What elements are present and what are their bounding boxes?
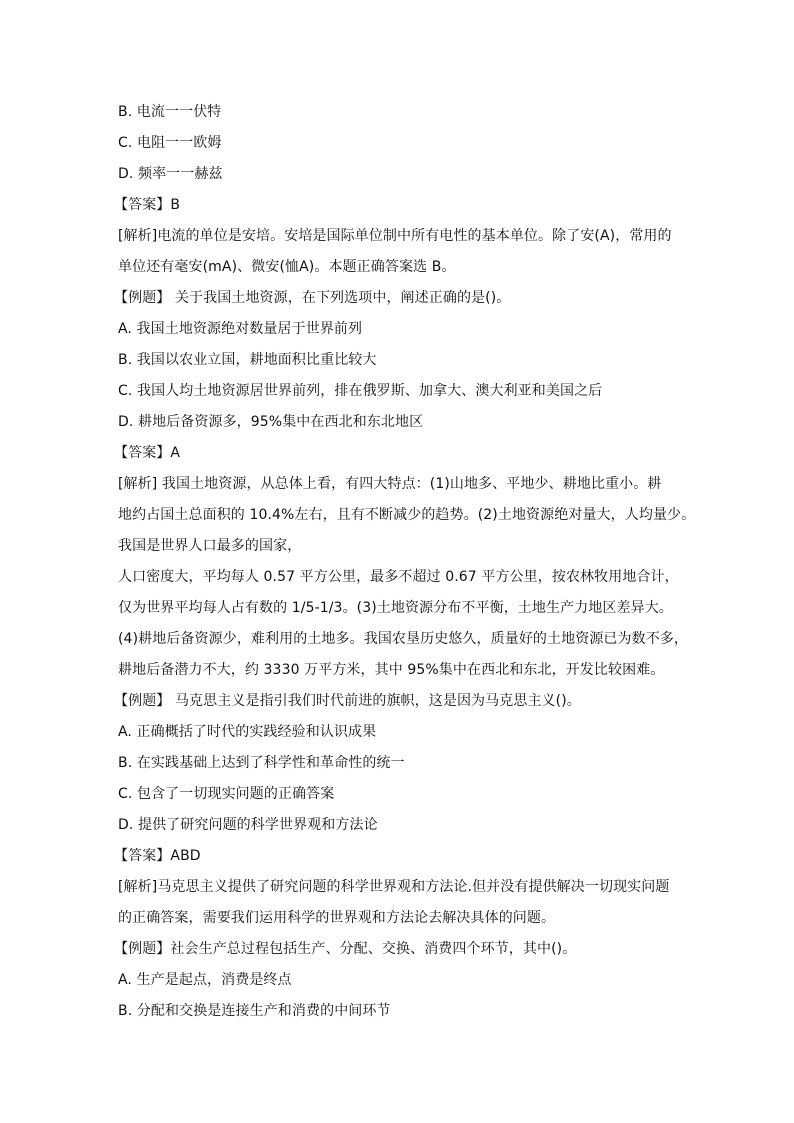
option-b: B. 电流一一伏特 <box>118 104 222 120</box>
option-d: D. 频率一一赫兹 <box>118 166 223 182</box>
analysis-line: (4)耕地后备资源少，难利用的土地多。我国农垦历史悠久，质量好的土地资源已为数不多， <box>118 631 689 647</box>
analysis-line: 单位还有毫安(mA)、微安(恤A)。本题正确答案选 B。 <box>118 259 456 275</box>
answer-line: 【答案】A <box>114 445 181 461</box>
option-b: B. 在实践基础上达到了科学性和革命性的统一 <box>118 755 405 771</box>
analysis-line: [解析] 我国土地资源，从总体上看，有四大特点：(1)山地多、平地少、耕地比重小。耕 <box>118 476 662 492</box>
option-b: B. 分配和交换是连接生产和消费的中间环节 <box>118 1003 391 1019</box>
analysis-line: 我国是世界人口最多的国家， <box>118 538 302 554</box>
analysis-line: [解析]马克思主义提供了研究问题的科学世界观和方法论.但并没有提供解决一切现实问题 <box>118 879 670 895</box>
example-question: 【例题】 关于我国土地资源，在下列选项中，阐述正确的是()。 <box>114 290 511 306</box>
option-d: D. 提供了研究问题的科学世界观和方法论 <box>118 817 378 833</box>
analysis-line: 地约占国土总面积的 10.4%左右，且有不断减少的趋势。(2)土地资源绝对量大，人均量少。 <box>118 507 696 523</box>
option-a: A. 正确概括了时代的实践经验和认识成果 <box>118 724 377 740</box>
analysis-line: [解析]电流的单位是安培。安培是国际单位制中所有电性的基本单位。除了安(A)，常用的 <box>118 228 672 244</box>
analysis-line: 的正确答案，需要我们运用科学的世界观和方法论去解决具体的问题。 <box>118 910 556 926</box>
option-c: C. 电阻一一欧姆 <box>118 135 222 151</box>
document-body <box>114 97 696 1027</box>
answer-line: 【答案】B <box>114 197 181 213</box>
option-a: A. 生产是起点，消费是终点 <box>118 972 292 988</box>
option-c: C. 包含了一切现实问题的正确答案 <box>118 786 335 802</box>
analysis-line: 人口密度大，平均每人 0.57 平方公里，最多不超过 0.67 平方公里，按农林牧用地合计， <box>118 569 679 585</box>
example-question: 【例题】社会生产总过程包括生产、分配、交换、消费四个环节，其中()。 <box>114 941 577 957</box>
analysis-line: 仅为世界平均每人占有数的 1/5-1/3。(3)土地资源分布不平衡，土地生产力地区差异大。 <box>118 600 673 616</box>
option-d: D. 耕地后备资源多，95%集中在西北和东北地区 <box>118 414 424 430</box>
option-a: A. 我国土地资源绝对数量居于世界前列 <box>118 321 363 337</box>
option-c: C. 我国人均土地资源居世界前列，排在俄罗斯、加拿大、澳大利亚和美国之后 <box>118 383 603 399</box>
analysis-line: 耕地后备潜力不大，约 3330 万平方米，其中 95%集中在西北和东北，开发比较困难。 <box>118 662 665 678</box>
option-b: B. 我国以农业立国，耕地面积比重比较大 <box>118 352 377 368</box>
example-question: 【例题】 马克思主义是指引我们时代前进的旗帜，这是因为马克思主义()。 <box>114 693 581 709</box>
answer-line: 【答案】ABD <box>114 848 201 864</box>
